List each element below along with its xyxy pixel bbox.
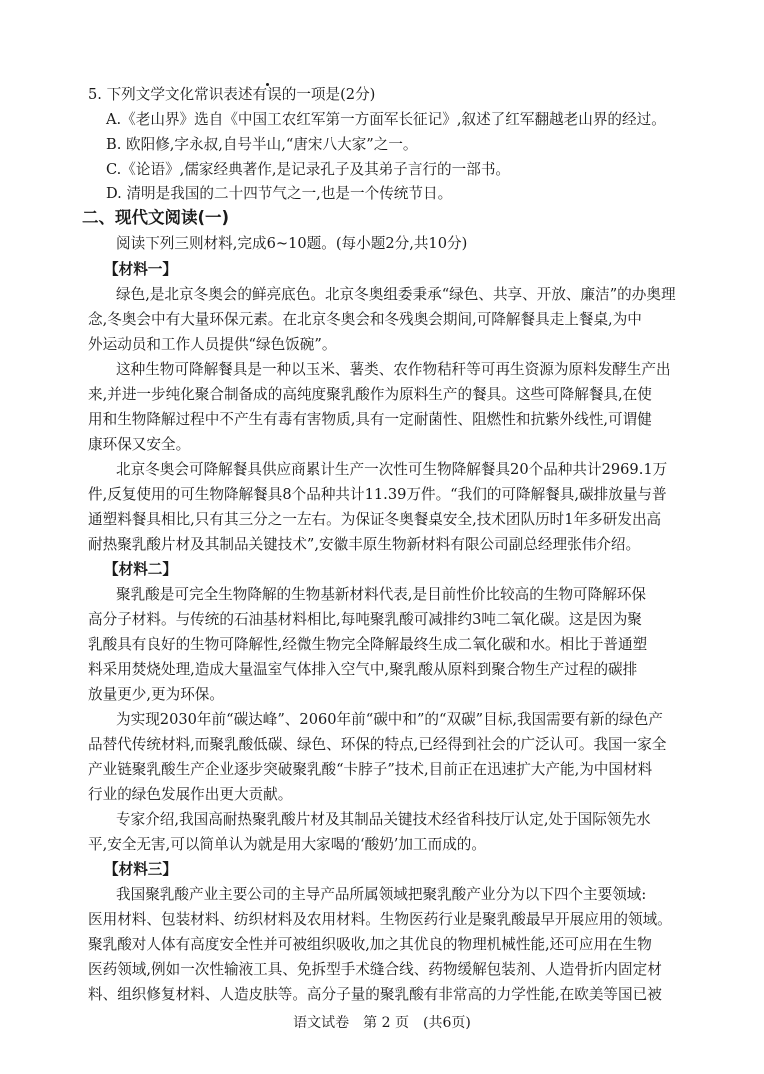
material-3-line: 医用材料、包装材料、纺织材料及农用材料。生物医药行业是聚乳酸最早开展应用的领域。 [88, 911, 672, 928]
material-1-line: 用和生物降解过程中不产生有毒有害物质,具有一定耐菌性、阻燃性和抗紫外线性,可谓健 [88, 411, 652, 428]
material-3-tag: 【材料三】 [104, 861, 177, 878]
material-3-line: 聚乳酸对人体有高度安全性并可被组织吸收,加之其优良的物理机械性能,还可应用在生物 [88, 936, 652, 953]
material-2-line: 专家介绍,我国高耐热聚乳酸片材及其制品关键技术经省科技厅认定,处于国际领先水 [116, 811, 651, 828]
material-2-line: 乳酸具有良好的生物可降解性,经微生物完全降解最终生成二氧化碳和水。相比于普通塑 [88, 636, 648, 653]
material-1-line: 北京冬奥会可降解餐具供应商累计生产一次性可生物降解餐具20个品种共计2969.1万 [116, 461, 668, 478]
material-1-line: 件,反复使用的可生物降解餐具8个品种共计11.39万件。“我们的可降解餐具,碳排放量与普 [88, 486, 667, 503]
material-2-line: 为实现2030年前“碳达峰”、2060年前“碳中和”的“双碳”目标,我国需要有新的绿色产 [116, 711, 663, 728]
material-2-line: 高分子材料。与传统的石油基材料相比,每吨聚乳酸可减排约3吨二氧化碳。这是因为聚 [88, 611, 642, 628]
material-1-line: 耐热聚乳酸片材及其制品关键技术”,安徽丰原生物新材料有限公司副总经理张伟介绍。 [88, 536, 641, 553]
reading-instruction: 阅读下列三则材料,完成6~10题。(每小题2分,共10分) [116, 235, 468, 252]
material-2-line: 放量更少,更为环保。 [88, 686, 224, 703]
option-a: A.《老山界》选自《中国工农红军第一方面军长征记》,叙述了红军翻越老山界的经过。 [106, 111, 666, 128]
material-3-line: 我国聚乳酸产业主要公司的主导产品所属领域把聚乳酸产业分为以下四个主要领域: [116, 886, 647, 903]
material-1-line: 康环保又安全。 [88, 436, 191, 453]
stem-text: 5. 下列文学文化常识表述 [88, 86, 253, 103]
material-1-line: 外运动员和工作人员提供“绿色饭碗”。 [88, 336, 337, 353]
material-2-line: 品替代传统材料,而聚乳酸低碳、绿色、环保的特点,已经得到社会的广泛认可。我国一家全 [88, 736, 667, 753]
material-2-line: 聚乳酸是可完全生物降解的生物基新材料代表,是目前性价比较高的生物可降解环保 [116, 586, 647, 603]
material-1-line: 念,冬奥会中有大量环保元素。在北京冬奥会和冬残奥会期间,可降解餐具走上餐桌,为中 [88, 311, 642, 328]
section-heading: 二、现代文阅读(一) [82, 208, 230, 227]
material-2-line: 料采用焚烧处理,造成大量温室气体排入空气中,聚乳酸从原料到聚合物生产过程的碳排 [88, 661, 638, 678]
question-5-stem [88, 84, 375, 106]
material-1-line: 绿色,是北京冬奥会的鲜亮底色。北京冬奥组委秉承“绿色、共享、开放、廉洁”的办奥理 [116, 286, 676, 303]
page-footer: 语文试卷 第 2 页 (共6页) [293, 1015, 471, 1031]
option-b: B. 欧阳修,字永叔,自号半山,“唐宋八大家”之一。 [106, 136, 418, 153]
material-1-line: 通塑料餐具相比,只有其三分之一左右。为保证冬奥餐桌安全,技术团队历时1年多研发出高 [88, 511, 662, 528]
option-c: C.《论语》,儒家经典著作,是记录孔子及其弟子言行的一部书。 [106, 161, 511, 178]
material-1-tag: 【材料一】 [104, 261, 177, 278]
material-3-line: 料、组织修复材料、人造皮肤等。高分子量的聚乳酸有非常高的力学性能,在欧美等国已被 [88, 986, 662, 1003]
material-1-line: 这种生物可降解餐具是一种以玉米、薯类、农作物秸秆等可再生资源为原料发酵生产出 [116, 361, 671, 378]
material-2-line: 产业链聚乳酸生产企业逐步突破聚乳酸“卡脖子”技术,目前正在迅速扩大产能,为中国材料 [88, 761, 653, 778]
stem-text-end: 的一项是(2分) [281, 86, 376, 103]
emphasized-text: 有误 [252, 86, 282, 103]
option-d: D. 清明是我国的二十四节气之一,也是一个传统节日。 [106, 185, 453, 202]
material-1-line: 来,并进一步纯化聚合制备成的高纯度聚乳酸作为原料生产的餐具。这些可降解餐具,在使 [88, 386, 652, 403]
material-3-line: 医药领域,例如一次性输液工具、免拆型手术缝合线、药物缓解包装剂、人造骨折内固定材 [88, 961, 662, 978]
material-2-line: 平,安全无害,可以简单认为就是用大家喝的‘酸奶’加工而成的。 [88, 836, 486, 853]
material-2-tag: 【材料二】 [104, 561, 177, 578]
material-2-line: 行业的绿色发展作出更大贡献。 [88, 786, 293, 803]
